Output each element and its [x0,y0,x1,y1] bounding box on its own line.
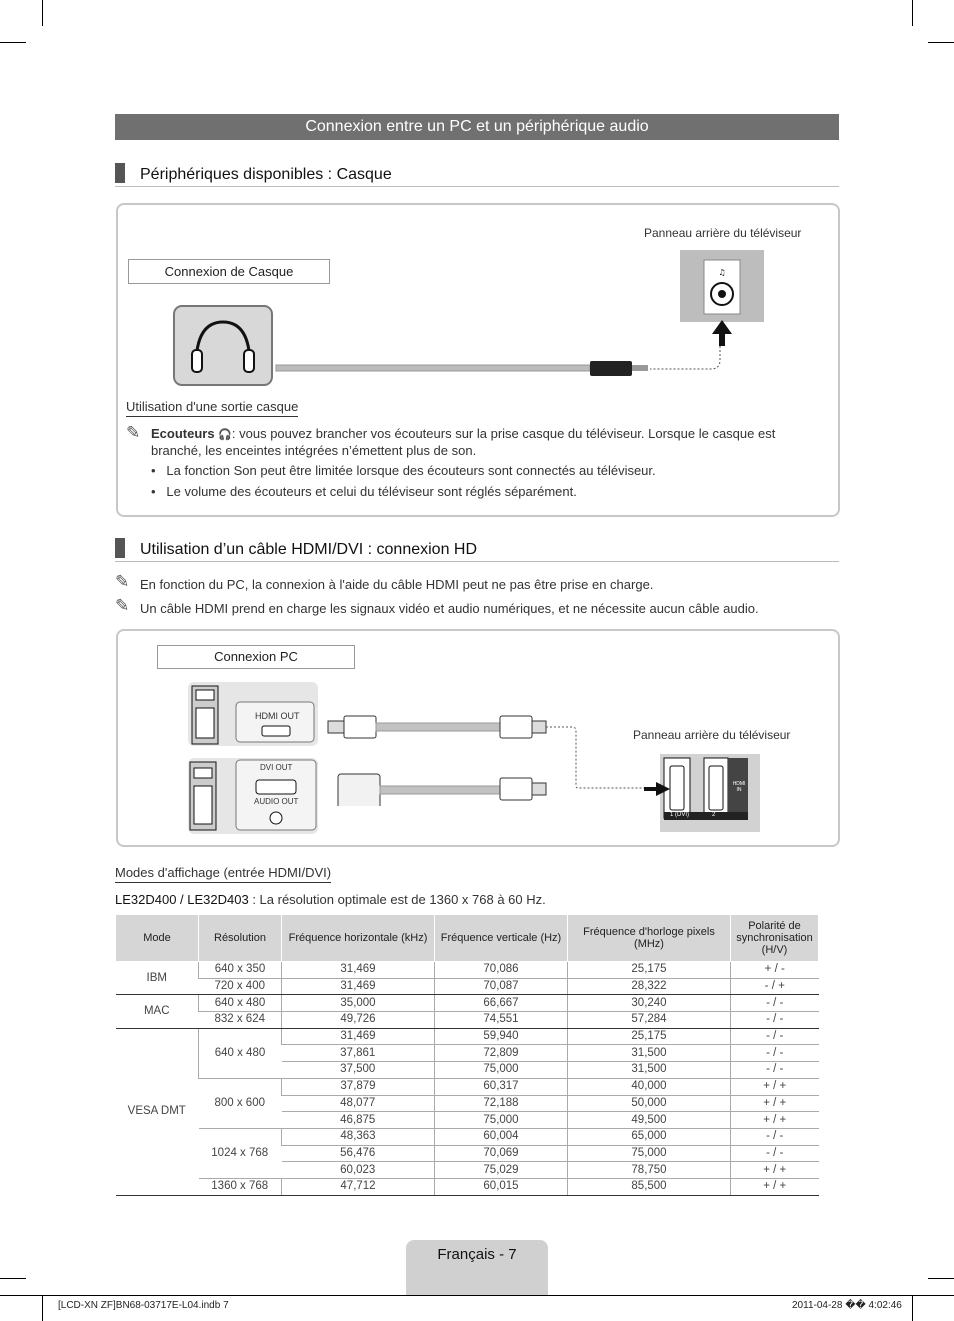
note-pencil-icon: ✎ [115,596,130,615]
dvi-cable [380,786,500,794]
crop-mark [42,1295,43,1321]
hdmi-note-2: Un câble HDMI prend en charge les signaux vidéo et audio numériques, et ne nécessite aucun câble audio. [140,601,759,616]
page-number-tab: Français - 7 [406,1240,548,1296]
cell-vfreq: 60,317 [435,1078,568,1095]
cell-vfreq: 75,029 [435,1162,568,1179]
section-title: Périphériques disponibles : Casque [140,166,392,183]
cell-polarity: - / - [731,995,819,1012]
cell-vfreq: 72,809 [435,1045,568,1062]
cell-vfreq: 74,551 [435,1012,568,1029]
cell-polarity: + / - [731,962,819,979]
note-term: Ecouteurs [151,426,215,441]
file-name: [LCD-XN ZF]BN68-03717E-L04.indb 7 [58,1300,229,1311]
cell-polarity: - / - [731,1128,819,1145]
crop-mark [912,1295,913,1321]
hdmi-in-label: HDMI IN [732,781,746,793]
cell-polarity: - / - [731,1145,819,1162]
th-pixclock: Fréquence d'horloge pixels (MHz) [568,915,731,962]
cell-polarity: + / + [731,1095,819,1112]
table-row [116,962,819,979]
cell-pixclock: 25,175 [568,1028,731,1045]
pc-connection-label: Connexion PC [157,645,355,669]
crop-mark [42,0,43,26]
display-modes-table [115,914,819,1196]
cell-polarity: - / + [731,978,819,995]
hdmi-cable [376,723,500,731]
heading-bar [115,163,125,183]
cell-pixclock: 78,750 [568,1162,731,1179]
th-resolution: Résolution [199,915,282,962]
cell-hfreq: 49,726 [282,1012,435,1029]
cell-hfreq: 31,469 [282,1028,435,1045]
cell-vfreq: 70,087 [435,978,568,995]
section-divider [115,561,839,562]
cell-pixclock: 49,500 [568,1112,731,1129]
th-vfreq: Fréquence verticale (Hz) [435,915,568,962]
cell-pixclock: 75,000 [568,1145,731,1162]
note-pencil-icon: ✎ [115,572,130,591]
tv-rear-panel-label: Panneau arrière du téléviseur [644,226,802,240]
cell-mode: IBM [116,962,199,995]
cell-pixclock: 30,240 [568,995,731,1012]
table-row [116,1078,819,1095]
cell-pixclock: 65,000 [568,1128,731,1145]
hdmi-note-1: En fonction du PC, la connexion à l'aide du câble HDMI peut ne pas être prise en charge. [140,577,654,592]
hdmi-out-label: HDMI OUT [255,711,300,721]
hdmi-in-port-2 [709,766,723,810]
headphone-connection-label: Connexion de Casque [128,259,330,284]
hdmi-port-icon [262,726,290,736]
headphone-plug [590,361,632,376]
headphones-frame [174,306,272,385]
footer-rule [0,1295,954,1296]
optimal-resolution-text: LE32D400 / LE32D403 : La résolution optimale est de 1360 x 768 à 60 Hz. [115,892,546,907]
bullet-item: • La fonction Son peut être limitée lorsque des écouteurs sont connectés au téléviseur. [151,463,656,478]
cell-polarity: - / - [731,1028,819,1045]
heading-bar [115,538,125,558]
hdmi-dvi-cables [320,706,650,806]
display-modes-title: Modes d'affichage (entrée HDMI/DVI) [115,865,331,880]
crop-mark [0,42,26,43]
cell-resolution: 832 x 624 [199,1012,282,1029]
arrow-up-icon [712,320,732,334]
cell-hfreq: 48,363 [282,1128,435,1145]
cell-mode: VESA DMT [116,1028,199,1195]
cell-mode: MAC [116,995,199,1028]
crop-mark [928,1278,954,1279]
section-heading-headphones [115,163,392,184]
cell-hfreq: 47,712 [282,1178,435,1195]
headphone-note [151,426,811,459]
cell-pixclock: 28,322 [568,978,731,995]
crop-mark [912,0,913,26]
cell-resolution: 1360 x 768 [199,1178,282,1195]
cell-hfreq: 37,500 [282,1062,435,1079]
cell-polarity: - / - [731,1062,819,1079]
cell-polarity: - / - [731,1012,819,1029]
cell-resolution: 800 x 600 [199,1078,282,1128]
cell-pixclock: 50,000 [568,1095,731,1112]
crop-mark [928,42,954,43]
cell-hfreq: 60,023 [282,1162,435,1179]
headphone-small-icon: 🎧 [218,429,232,441]
cell-resolution: 720 x 400 [199,978,282,995]
cell-hfreq: 46,875 [282,1112,435,1129]
table-row [116,1012,819,1029]
table-row [116,995,819,1012]
cell-pixclock: 31,500 [568,1062,731,1079]
note-text: : vous pouvez brancher vos écouteurs sur la prise casque du téléviseur. Lorsque le casque est branché, les enceintes intégrées n’émettent plus de son. [151,426,776,458]
th-hfreq: Fréquence horizontale (kHz) [282,915,435,962]
pc-ports-diagram [186,680,326,836]
audio-port-icon [270,812,282,824]
cell-vfreq: 72,188 [435,1095,568,1112]
hdmi-in-port-1 [670,766,684,810]
section-divider [115,186,839,187]
table-row [116,1028,819,1045]
cell-hfreq: 35,000 [282,995,435,1012]
audio-out-label: AUDIO OUT [254,797,299,806]
th-mode: Mode [116,915,199,962]
crop-mark [0,1278,26,1279]
page-banner: Connexion entre un PC et un périphérique audio [115,114,839,140]
hdmi-plug-left [328,721,344,733]
bullet-list [151,463,656,499]
cell-polarity: + / + [731,1162,819,1179]
section-title: Utilisation d’un câble HDMI/DVI : connexion HD [140,541,478,558]
cell-vfreq: 70,086 [435,962,568,979]
cell-polarity: - / - [731,1045,819,1062]
cell-vfreq: 59,940 [435,1028,568,1045]
print-date: 2011-04-28 �� 4:02:46 [792,1300,902,1311]
svg-text:♫: ♫ [718,268,726,277]
bullet-item: • Le volume des écouteurs et celui du téléviseur sont réglés séparément. [151,484,577,499]
note-pencil-icon: ✎ [126,423,141,442]
table-row [116,1128,819,1145]
cell-resolution: 640 x 480 [199,1028,282,1078]
cell-pixclock: 57,284 [568,1012,731,1029]
table-header-row [116,915,819,962]
cell-polarity: + / + [731,1078,819,1095]
cell-pixclock: 31,500 [568,1045,731,1062]
cell-pixclock: 85,500 [568,1178,731,1195]
cell-vfreq: 66,667 [435,995,568,1012]
cell-polarity: + / + [731,1112,819,1129]
headphone-usage-title: Utilisation d'une sortie casque [126,399,298,414]
section-heading-hdmi [115,538,477,559]
cell-pixclock: 40,000 [568,1078,731,1095]
model-name: LE32D400 / LE32D403 [115,892,249,907]
cell-vfreq: 60,004 [435,1128,568,1145]
dvi-out-label: DVI OUT [260,763,293,772]
cell-hfreq: 56,476 [282,1145,435,1162]
cell-hfreq: 31,469 [282,962,435,979]
cell-resolution: 640 x 350 [199,962,282,979]
cell-hfreq: 37,861 [282,1045,435,1062]
cell-hfreq: 31,469 [282,978,435,995]
tv-rear-panel-label-2: Panneau arrière du téléviseur [633,728,791,742]
th-polarity: Polarité de synchronisation (H/V) [731,915,819,962]
cell-hfreq: 48,077 [282,1095,435,1112]
port-1-label: 1 (DVI) [670,812,690,818]
headphone-cable [276,365,590,371]
hdmi-plug-right [500,716,532,738]
port-2-label: 2 [712,812,716,818]
cell-vfreq: 60,015 [435,1178,568,1195]
cell-resolution: 640 x 480 [199,995,282,1012]
hdmi-plug-right-2 [500,778,532,800]
dvi-plug-left [338,774,380,806]
cell-resolution: 1024 x 768 [199,1128,282,1178]
table-row [116,978,819,995]
cell-vfreq: 75,000 [435,1062,568,1079]
cell-pixclock: 25,175 [568,962,731,979]
cell-vfreq: 75,000 [435,1112,568,1129]
headphones-cable-diagram [172,304,652,388]
tv-hdmi-panel [640,752,765,836]
cell-vfreq: 70,069 [435,1145,568,1162]
cell-hfreq: 37,879 [282,1078,435,1095]
table-body [116,962,819,1196]
dvi-port-icon [256,780,296,794]
table-row [116,1178,819,1195]
cell-polarity: + / + [731,1178,819,1195]
